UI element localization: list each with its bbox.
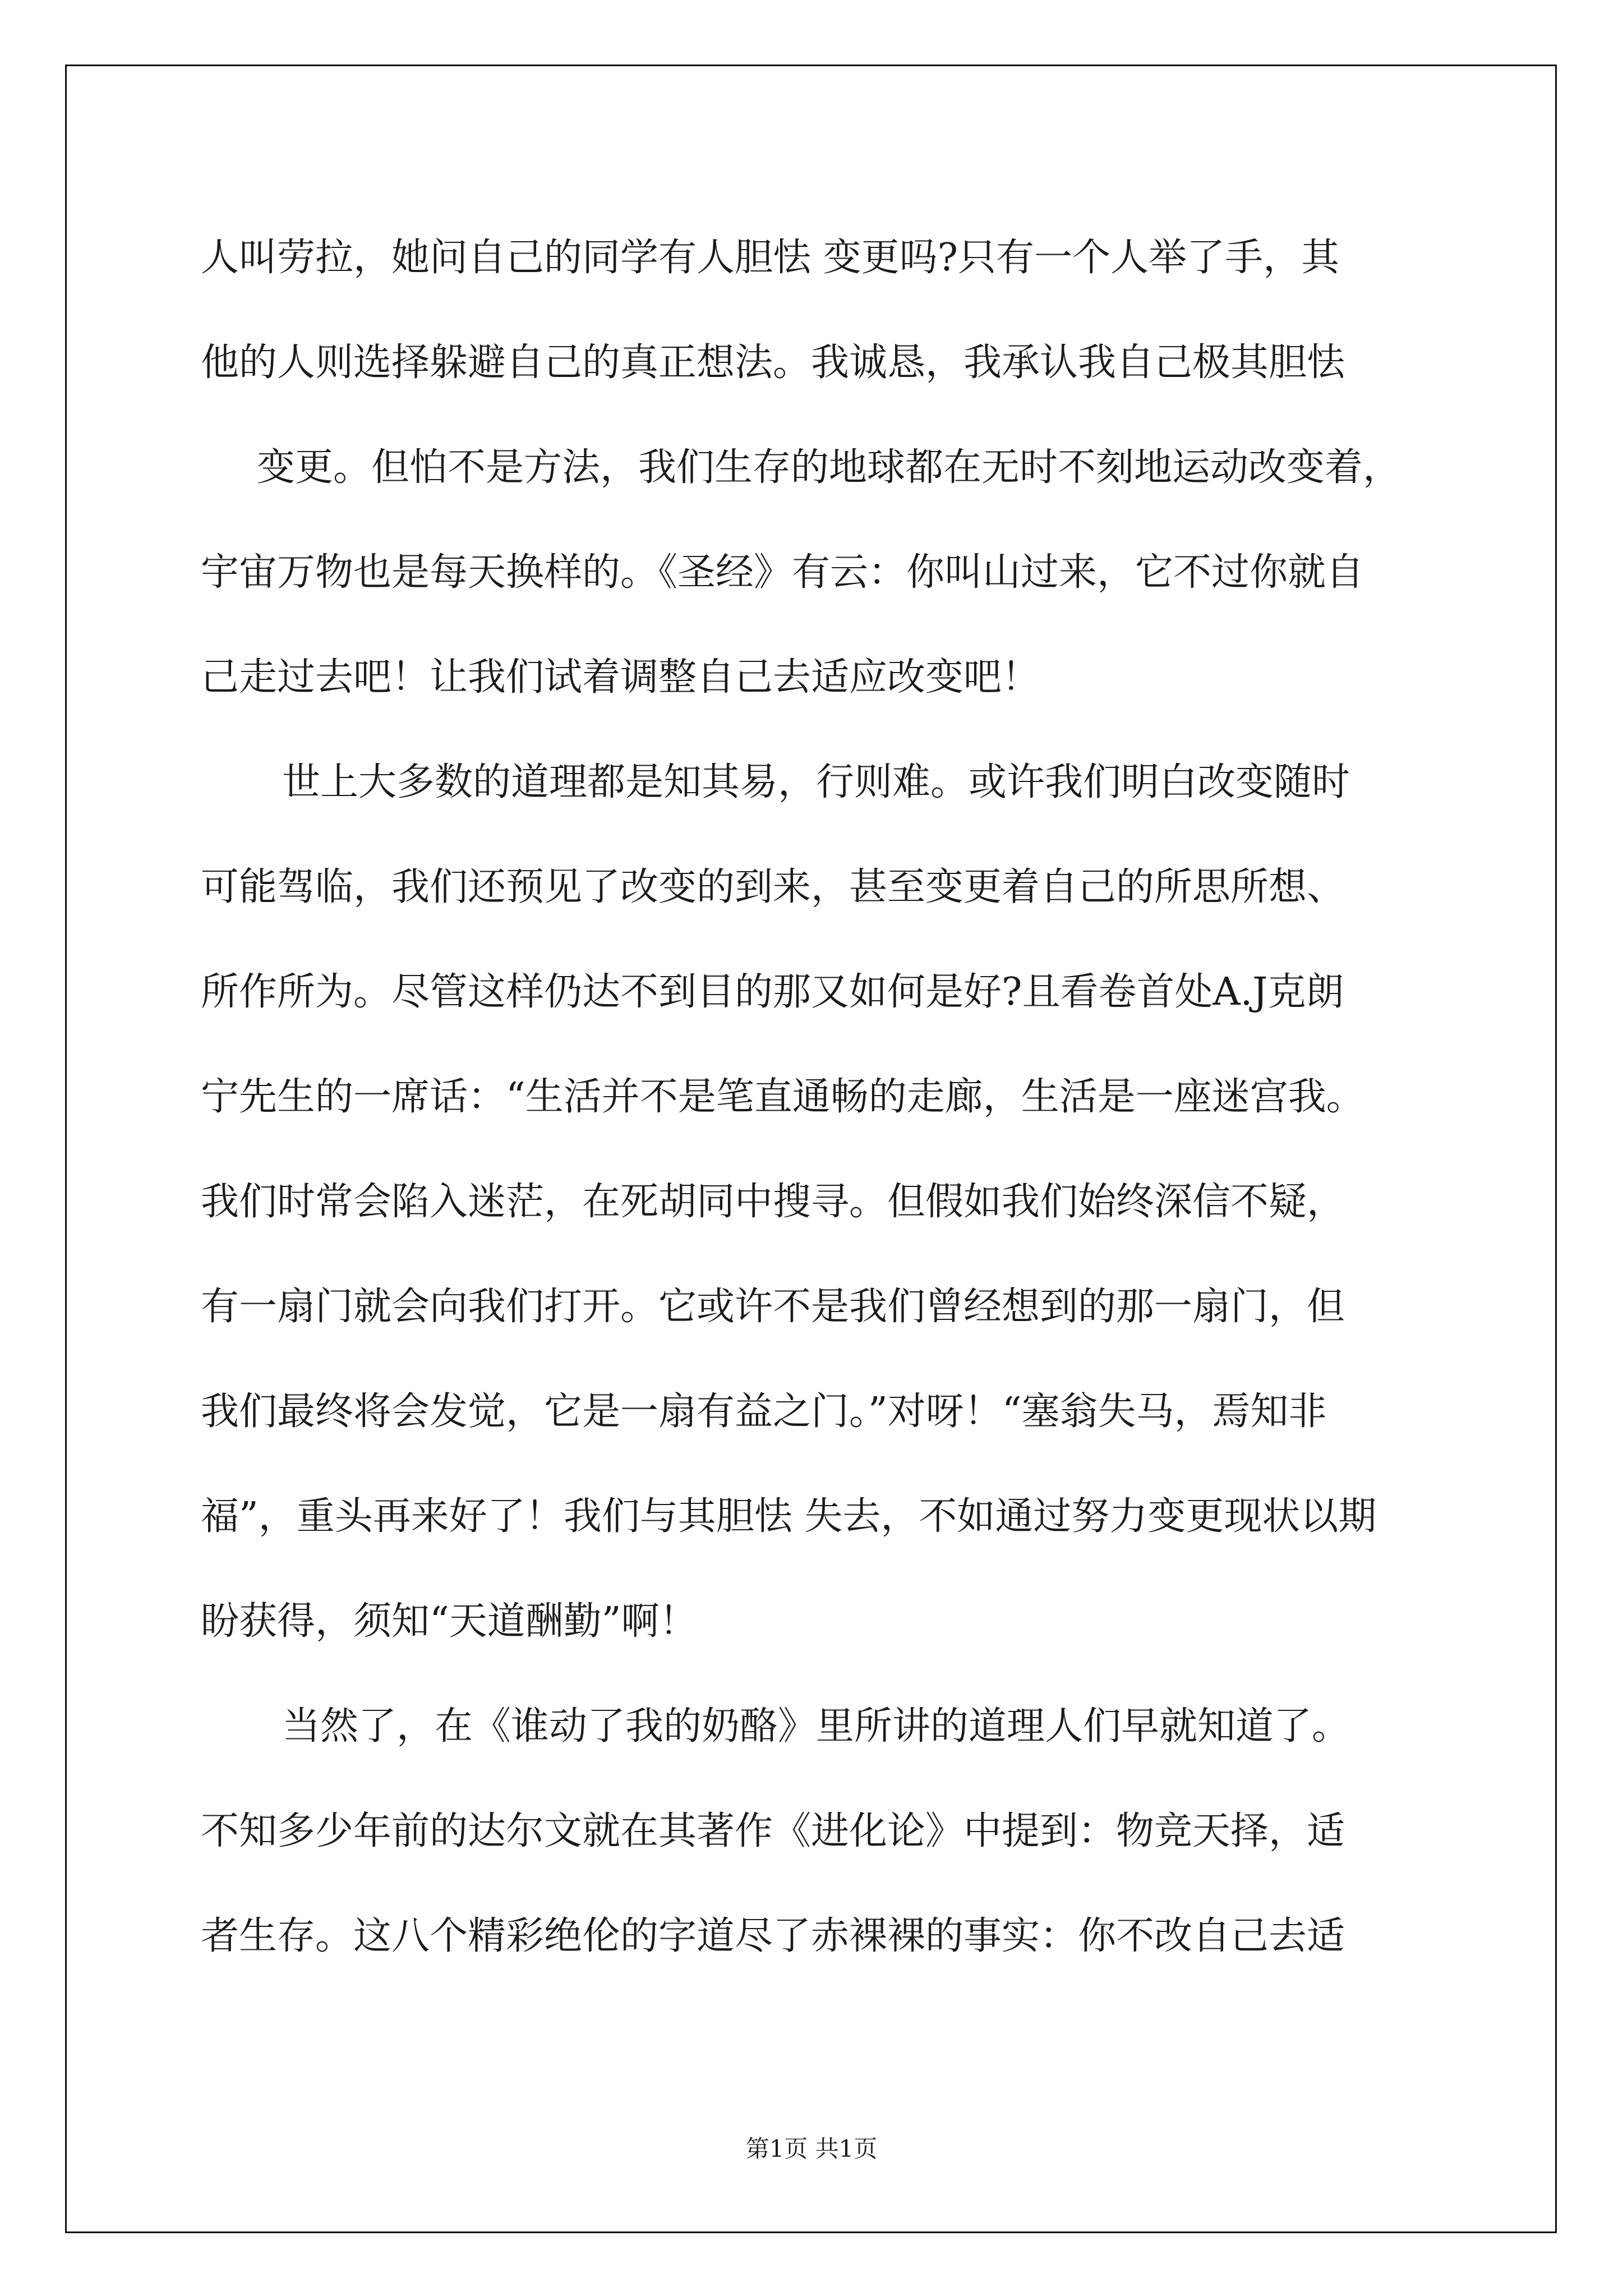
text-line: 不知多少年前的达尔文就在其著作《进化论》中提到：物竞天择，适 <box>201 1809 1345 1853</box>
document-body <box>201 205 1435 1989</box>
text-line: 有一扇门就会向我们打开。它或许不是我们曾经想到的那一扇门，但 <box>201 1285 1345 1329</box>
text-line: 变更。但怕不是方法，我们生存的地球都在无时不刻地运动改变着， <box>257 445 1401 490</box>
text-line: 福”，重头再来好了！我们与其胆怯 失去，不如通过努力变更现状以期 <box>201 1494 1377 1539</box>
text-line: 己走过去吧！让我们试着调整自己去适应改变吧！ <box>201 655 1040 700</box>
text-line: 我们最终将会发觉，它是一扇有益之门。”对呀！“塞翁失马，焉知非 <box>201 1389 1327 1434</box>
text-line: 盼获得，须知“天道酬勤”啊！ <box>201 1599 698 1644</box>
text-line: 人叫劳拉，她问自己的同学有人胆怯 变更吗?只有一个人举了手，其 <box>201 236 1340 280</box>
text-line: 可能驾临，我们还预见了改变的到来，甚至变更着自己的所思所想、 <box>201 865 1345 909</box>
text-line: 他的人则选择躲避自己的真正想法。我诚恳，我承认我自己极其胆怯 <box>201 341 1345 385</box>
text-line: 宇宙万物也是每天换样的。《圣经》有云：你叫山过来，它不过你就自 <box>201 550 1364 595</box>
text-line: 所作所为。尽管这样仍达不到目的那又如何是好?且看卷首处A.J克朗 <box>201 970 1344 1014</box>
text-line: 宁先生的一席话：“生活并不是笔直通畅的走廊，生活是一座迷宫我。 <box>201 1075 1364 1119</box>
paragraph-start-line: 当然了，在《谁动了我的奶酪》里所讲的道理人们早就知道了。 <box>282 1704 1350 1749</box>
text-line: 者生存。这八个精彩绝伦的字道尽了赤裸裸的事实：你不改自己去适 <box>201 1914 1345 1958</box>
text-line: 我们时常会陷入迷茫，在死胡同中搜寻。但假如我们始终深信不疑， <box>201 1180 1345 1224</box>
paragraph-start-line: 世上大多数的道理都是知其易，行则难。或许我们明白改变随时 <box>282 760 1350 804</box>
page-footer: 第1页 共1页 <box>745 2135 878 2162</box>
